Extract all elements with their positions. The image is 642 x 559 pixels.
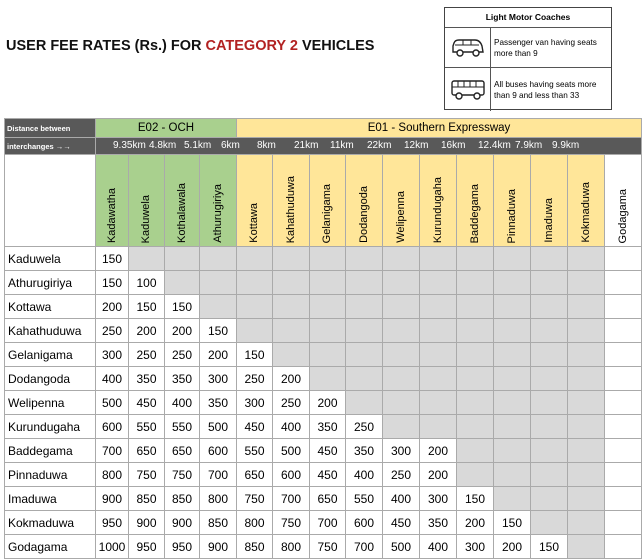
empty-cell bbox=[346, 319, 383, 343]
fee-cell: 150 bbox=[129, 295, 165, 319]
fee-cell: 900 bbox=[200, 535, 237, 559]
fee-cell: 250 bbox=[237, 367, 273, 391]
empty-cell bbox=[310, 271, 346, 295]
empty-cell bbox=[605, 487, 642, 511]
empty-cell bbox=[273, 295, 310, 319]
empty-cell bbox=[605, 463, 642, 487]
fee-cell: 450 bbox=[383, 511, 420, 535]
table-row bbox=[5, 535, 642, 559]
fee-cell: 850 bbox=[200, 511, 237, 535]
row-label: Dodangoda bbox=[5, 367, 96, 391]
fee-cell: 950 bbox=[96, 511, 129, 535]
distance-value: 7.9km bbox=[515, 140, 543, 151]
column-header-label: Athurugiriya bbox=[211, 184, 224, 243]
empty-cell bbox=[457, 319, 494, 343]
fee-cell: 450 bbox=[310, 439, 346, 463]
empty-cell bbox=[531, 295, 568, 319]
row-label: Kurundugaha bbox=[5, 415, 96, 439]
fee-cell: 350 bbox=[346, 439, 383, 463]
fee-cell: 350 bbox=[165, 367, 200, 391]
empty-cell bbox=[494, 295, 531, 319]
empty-cell bbox=[605, 391, 642, 415]
column-header-label: Godagama bbox=[616, 188, 629, 243]
row-label: Imaduwa bbox=[5, 487, 96, 511]
title-suffix: VEHICLES bbox=[297, 38, 375, 54]
header-row-distances bbox=[5, 138, 642, 155]
distance-label: Distance between bbox=[5, 119, 96, 138]
row-label: Godagama bbox=[5, 535, 96, 559]
fee-cell: 750 bbox=[273, 511, 310, 535]
empty-cell bbox=[383, 367, 420, 391]
column-header bbox=[96, 155, 129, 247]
column-header bbox=[568, 155, 605, 247]
row-label: Kaduwela bbox=[5, 247, 96, 271]
empty-cell bbox=[605, 247, 642, 271]
empty-cell bbox=[310, 319, 346, 343]
column-header bbox=[346, 155, 383, 247]
empty-cell bbox=[568, 487, 605, 511]
fee-cell: 200 bbox=[200, 343, 237, 367]
empty-cell bbox=[531, 367, 568, 391]
column-header bbox=[605, 155, 642, 247]
column-header-label: Kadawatha bbox=[105, 187, 118, 243]
distance-value: 12.4km bbox=[478, 140, 511, 151]
fee-cell: 700 bbox=[96, 439, 129, 463]
fee-cell: 900 bbox=[165, 511, 200, 535]
table-row bbox=[5, 391, 642, 415]
title-category: CATEGORY 2 bbox=[205, 38, 298, 54]
empty-cell bbox=[420, 319, 457, 343]
fee-cell: 750 bbox=[237, 487, 273, 511]
fee-cell: 250 bbox=[346, 415, 383, 439]
fee-cell: 950 bbox=[129, 535, 165, 559]
fee-cell: 300 bbox=[383, 439, 420, 463]
empty-cell bbox=[310, 247, 346, 271]
fee-cell: 350 bbox=[129, 367, 165, 391]
empty-cell bbox=[568, 367, 605, 391]
distance-value: 8km bbox=[257, 140, 276, 151]
empty-cell bbox=[383, 415, 420, 439]
table-row bbox=[5, 343, 642, 367]
column-header-label: Kokmaduwa bbox=[579, 182, 592, 243]
fee-cell: 400 bbox=[273, 415, 310, 439]
empty-cell bbox=[494, 487, 531, 511]
fee-cell: 800 bbox=[96, 463, 129, 487]
empty-cell bbox=[568, 463, 605, 487]
fee-cell: 250 bbox=[165, 343, 200, 367]
empty-cell bbox=[273, 343, 310, 367]
empty-cell bbox=[273, 271, 310, 295]
fee-cell: 700 bbox=[310, 511, 346, 535]
distance-value: 22km bbox=[367, 140, 392, 151]
column-header bbox=[383, 155, 420, 247]
fee-cell: 200 bbox=[457, 511, 494, 535]
fee-cell: 600 bbox=[200, 439, 237, 463]
legend-van-text: Passenger van having seats more than 9 bbox=[494, 37, 597, 58]
empty-cell bbox=[457, 271, 494, 295]
column-header-label: Kaduwela bbox=[140, 194, 152, 243]
empty-cell bbox=[605, 439, 642, 463]
fee-cell: 250 bbox=[383, 463, 420, 487]
fee-cell: 150 bbox=[494, 511, 531, 535]
empty-cell bbox=[568, 343, 605, 367]
empty-cell bbox=[165, 247, 200, 271]
empty-cell bbox=[457, 295, 494, 319]
fee-cell: 550 bbox=[237, 439, 273, 463]
empty-cell bbox=[494, 463, 531, 487]
fee-cell: 850 bbox=[129, 487, 165, 511]
distance-value: 4.8km bbox=[149, 140, 177, 151]
row-label: Kokmaduwa bbox=[5, 511, 96, 535]
fee-cell: 800 bbox=[200, 487, 237, 511]
fee-cell: 200 bbox=[310, 391, 346, 415]
row-label: Kottawa bbox=[5, 295, 96, 319]
van-icon bbox=[445, 28, 491, 67]
empty-cell bbox=[605, 511, 642, 535]
empty-cell bbox=[457, 343, 494, 367]
column-header bbox=[420, 155, 457, 247]
empty-cell bbox=[420, 391, 457, 415]
empty-cell bbox=[200, 295, 237, 319]
fee-cell: 250 bbox=[273, 391, 310, 415]
fee-cell: 250 bbox=[129, 343, 165, 367]
fee-cell: 150 bbox=[96, 271, 129, 295]
fee-cell: 350 bbox=[310, 415, 346, 439]
fee-cell: 600 bbox=[273, 463, 310, 487]
fee-cell: 500 bbox=[200, 415, 237, 439]
empty-cell bbox=[494, 391, 531, 415]
fee-cell: 650 bbox=[310, 487, 346, 511]
legend-row-bus bbox=[445, 68, 611, 111]
fee-cell: 800 bbox=[237, 511, 273, 535]
fee-cell: 150 bbox=[457, 487, 494, 511]
empty-cell bbox=[310, 295, 346, 319]
empty-cell bbox=[457, 247, 494, 271]
empty-cell bbox=[568, 391, 605, 415]
empty-cell bbox=[531, 511, 568, 535]
fee-cell: 200 bbox=[494, 535, 531, 559]
empty-cell bbox=[605, 343, 642, 367]
empty-cell bbox=[420, 295, 457, 319]
fee-cell: 700 bbox=[346, 535, 383, 559]
fee-cell: 350 bbox=[420, 511, 457, 535]
empty-cell bbox=[568, 295, 605, 319]
fee-cell: 500 bbox=[273, 439, 310, 463]
fee-cell: 400 bbox=[383, 487, 420, 511]
empty-cell bbox=[346, 247, 383, 271]
vehicle-legend bbox=[444, 7, 612, 110]
fee-cell: 650 bbox=[165, 439, 200, 463]
fee-cell: 500 bbox=[96, 391, 129, 415]
distance-value: 16km bbox=[441, 140, 466, 151]
fee-cell: 400 bbox=[96, 367, 129, 391]
empty-cell bbox=[457, 367, 494, 391]
row-label: Kahathuduwa bbox=[5, 319, 96, 343]
title-prefix: USER FEE RATES (Rs.) FOR bbox=[6, 38, 206, 54]
expressway-section-header: E01 - Southern Expressway bbox=[237, 119, 642, 138]
empty-cell bbox=[531, 247, 568, 271]
empty-cell bbox=[531, 319, 568, 343]
legend-row-van bbox=[445, 28, 611, 68]
fee-cell: 150 bbox=[165, 295, 200, 319]
fee-cell: 400 bbox=[346, 463, 383, 487]
empty-cell bbox=[457, 439, 494, 463]
empty-cell bbox=[605, 271, 642, 295]
fee-cell: 900 bbox=[96, 487, 129, 511]
empty-cell bbox=[568, 511, 605, 535]
empty-cell bbox=[605, 295, 642, 319]
table-row bbox=[5, 295, 642, 319]
column-header-label: Kottawa bbox=[248, 203, 260, 243]
fee-cell: 150 bbox=[237, 343, 273, 367]
distance-strip bbox=[96, 138, 642, 155]
empty-cell bbox=[129, 247, 165, 271]
empty-cell bbox=[346, 391, 383, 415]
row-label: Gelanigama bbox=[5, 343, 96, 367]
bus-icon bbox=[445, 68, 491, 111]
fee-cell: 200 bbox=[420, 463, 457, 487]
column-header-label: Kurundugaha bbox=[431, 176, 444, 243]
empty-cell bbox=[568, 535, 605, 559]
empty-cell bbox=[346, 367, 383, 391]
empty-cell bbox=[383, 343, 420, 367]
empty-cell bbox=[494, 319, 531, 343]
column-header-label: Gelanigama bbox=[321, 183, 333, 243]
column-header-label: Imaduwa bbox=[542, 198, 555, 243]
fee-cell: 150 bbox=[96, 247, 129, 271]
empty-cell bbox=[420, 271, 457, 295]
fee-cell: 400 bbox=[420, 535, 457, 559]
distance-value: 12km bbox=[404, 140, 429, 151]
empty-cell bbox=[605, 319, 642, 343]
empty-cell bbox=[531, 343, 568, 367]
fee-cell: 650 bbox=[129, 439, 165, 463]
fee-cell: 850 bbox=[237, 535, 273, 559]
fee-cell: 100 bbox=[129, 271, 165, 295]
empty-cell bbox=[383, 295, 420, 319]
empty-cell bbox=[237, 247, 273, 271]
fee-cell: 550 bbox=[129, 415, 165, 439]
empty-cell bbox=[457, 463, 494, 487]
empty-cell bbox=[531, 439, 568, 463]
fee-cell: 550 bbox=[346, 487, 383, 511]
empty-cell bbox=[200, 247, 237, 271]
empty-cell bbox=[383, 247, 420, 271]
fee-cell: 800 bbox=[273, 535, 310, 559]
fee-cell: 450 bbox=[129, 391, 165, 415]
empty-cell bbox=[310, 343, 346, 367]
fee-table bbox=[4, 118, 642, 559]
empty-cell bbox=[383, 391, 420, 415]
empty-cell bbox=[531, 415, 568, 439]
column-header bbox=[494, 155, 531, 247]
empty-cell bbox=[605, 367, 642, 391]
fee-cell: 650 bbox=[237, 463, 273, 487]
distance-value: 21km bbox=[294, 140, 319, 151]
interchanges-label: interchanges →→ bbox=[5, 138, 96, 155]
empty-cell bbox=[346, 343, 383, 367]
row-label: Baddegama bbox=[5, 439, 96, 463]
fee-cell: 300 bbox=[237, 391, 273, 415]
fee-cell: 500 bbox=[383, 535, 420, 559]
table-row bbox=[5, 463, 642, 487]
table-row bbox=[5, 271, 642, 295]
fee-cell: 750 bbox=[129, 463, 165, 487]
fee-cell: 300 bbox=[200, 367, 237, 391]
empty-cell bbox=[494, 439, 531, 463]
fee-cell: 850 bbox=[165, 487, 200, 511]
fee-cell: 900 bbox=[129, 511, 165, 535]
fee-cell: 350 bbox=[200, 391, 237, 415]
fee-cell: 150 bbox=[200, 319, 237, 343]
column-header-label: Pinnaduwa bbox=[505, 188, 518, 243]
row-label: Welipenna bbox=[5, 391, 96, 415]
och-section-header: E02 - OCH bbox=[96, 119, 237, 138]
fee-cell: 700 bbox=[273, 487, 310, 511]
page-title bbox=[6, 38, 374, 54]
fee-cell: 950 bbox=[165, 535, 200, 559]
header-row-sections bbox=[5, 119, 642, 138]
column-header-label: Baddegama bbox=[468, 183, 481, 243]
legend-heading: Light Motor Coaches bbox=[445, 8, 611, 28]
fee-cell: 450 bbox=[237, 415, 273, 439]
empty-cell bbox=[457, 415, 494, 439]
empty-cell bbox=[237, 319, 273, 343]
fee-cell: 200 bbox=[129, 319, 165, 343]
table-row bbox=[5, 487, 642, 511]
empty-cell bbox=[346, 271, 383, 295]
empty-cell bbox=[531, 463, 568, 487]
column-header bbox=[310, 155, 346, 247]
fee-cell: 450 bbox=[310, 463, 346, 487]
empty-cell bbox=[457, 391, 494, 415]
fee-cell: 300 bbox=[457, 535, 494, 559]
distance-value: 11km bbox=[330, 140, 354, 151]
empty-cell bbox=[273, 319, 310, 343]
column-header-label: Kothalawala bbox=[175, 183, 188, 243]
empty-cell bbox=[494, 343, 531, 367]
column-header-label: Dodangoda bbox=[357, 186, 370, 243]
empty-cell bbox=[310, 367, 346, 391]
column-header-label: Kahathuduwa bbox=[284, 175, 297, 243]
empty-cell bbox=[531, 271, 568, 295]
row-label: Athurugiriya bbox=[5, 271, 96, 295]
empty-cell bbox=[165, 271, 200, 295]
table-row bbox=[5, 247, 642, 271]
empty-cell bbox=[531, 487, 568, 511]
column-header-label: Welipenna bbox=[394, 191, 407, 243]
fee-cell: 1000 bbox=[96, 535, 129, 559]
empty-cell bbox=[568, 271, 605, 295]
empty-cell bbox=[383, 271, 420, 295]
fee-cell: 400 bbox=[165, 391, 200, 415]
table-row bbox=[5, 439, 642, 463]
fee-cell: 550 bbox=[165, 415, 200, 439]
empty-cell bbox=[420, 247, 457, 271]
empty-cell bbox=[420, 343, 457, 367]
fee-cell: 200 bbox=[96, 295, 129, 319]
column-header bbox=[129, 155, 165, 247]
empty-cell bbox=[346, 295, 383, 319]
fee-cell: 250 bbox=[96, 319, 129, 343]
table-row bbox=[5, 511, 642, 535]
distance-value: 9.35km bbox=[113, 140, 146, 151]
column-header bbox=[200, 155, 237, 247]
empty-cell bbox=[568, 247, 605, 271]
empty-cell bbox=[494, 415, 531, 439]
empty-cell bbox=[200, 271, 237, 295]
empty-cell bbox=[273, 247, 310, 271]
distance-value: 6km bbox=[221, 140, 240, 151]
empty-cell bbox=[420, 367, 457, 391]
empty-cell bbox=[383, 319, 420, 343]
empty-cell bbox=[237, 295, 273, 319]
fee-cell: 200 bbox=[273, 367, 310, 391]
empty-cell bbox=[568, 319, 605, 343]
corner-cell bbox=[5, 155, 96, 247]
empty-cell bbox=[420, 415, 457, 439]
fee-cell: 600 bbox=[96, 415, 129, 439]
legend-bus-text: All buses having seats more than 9 and less than 33 bbox=[494, 79, 597, 100]
column-header bbox=[531, 155, 568, 247]
empty-cell bbox=[494, 247, 531, 271]
fee-cell: 200 bbox=[165, 319, 200, 343]
empty-cell bbox=[605, 415, 642, 439]
distance-value: 9.9km bbox=[552, 140, 580, 151]
table-row bbox=[5, 415, 642, 439]
empty-cell bbox=[237, 271, 273, 295]
header-row-interchanges bbox=[5, 155, 642, 247]
empty-cell bbox=[568, 415, 605, 439]
table-row bbox=[5, 319, 642, 343]
fee-cell: 150 bbox=[531, 535, 568, 559]
fee-cell: 750 bbox=[310, 535, 346, 559]
empty-cell bbox=[494, 271, 531, 295]
fee-cell: 200 bbox=[420, 439, 457, 463]
fee-cell: 300 bbox=[420, 487, 457, 511]
table-row bbox=[5, 367, 642, 391]
empty-cell bbox=[531, 391, 568, 415]
empty-cell bbox=[568, 439, 605, 463]
empty-cell bbox=[605, 535, 642, 559]
distance-value: 5.1km bbox=[184, 140, 212, 151]
column-header bbox=[457, 155, 494, 247]
column-header bbox=[165, 155, 200, 247]
fee-cell: 300 bbox=[96, 343, 129, 367]
fee-cell: 700 bbox=[200, 463, 237, 487]
column-header bbox=[273, 155, 310, 247]
row-label: Pinnaduwa bbox=[5, 463, 96, 487]
fee-cell: 750 bbox=[165, 463, 200, 487]
fee-cell: 600 bbox=[346, 511, 383, 535]
column-header bbox=[237, 155, 273, 247]
empty-cell bbox=[494, 367, 531, 391]
